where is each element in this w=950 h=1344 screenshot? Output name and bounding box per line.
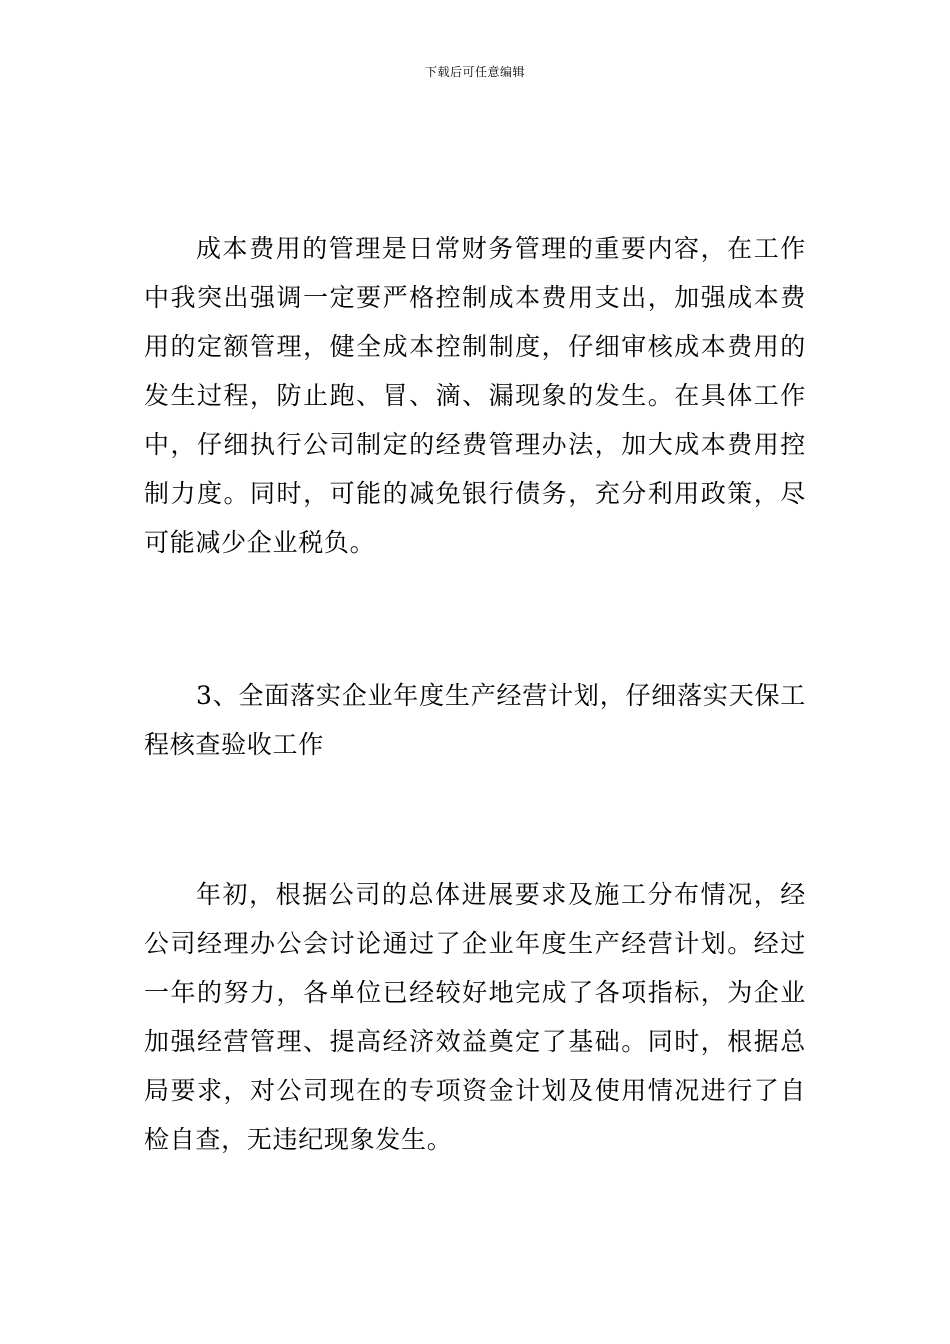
page-header: 下载后可任意编辑 bbox=[424, 65, 525, 79]
paragraph-annual-plan: 年初，根据公司的总体进展要求及施工分布情况，经公司经理办公会讨论通过了企业年度生产经营计划。经过一年的努力，各单位已经较好地完成了各项指标，为企业加强经营管理、提高经济效益奠定了基础。同时，根据总局要求，对公司现在的专项资金计划及使用情况进行了自检自查，无违纪现象发生。 bbox=[144, 880, 806, 1154]
section-heading-3: 3、全面落实企业年度生产经营计划，仔细落实天保工程核查验收工作 bbox=[144, 681, 806, 759]
paragraph-cost-management: 成本费用的管理是日常财务管理的重要内容，在工作中我突出强调一定要严格控制成本费用支出，加强成本费用的定额管理，健全成本控制制度，仔细审核成本费用的发生过程，防止跑、冒、滴、漏现象的发生。在具体工作中，仔细执行公司制定的经费管理办法，加大成本费用控制力度。同时，可能的减免银行债务，充分利用政策，尽可能减少企业税负。 bbox=[144, 234, 806, 557]
